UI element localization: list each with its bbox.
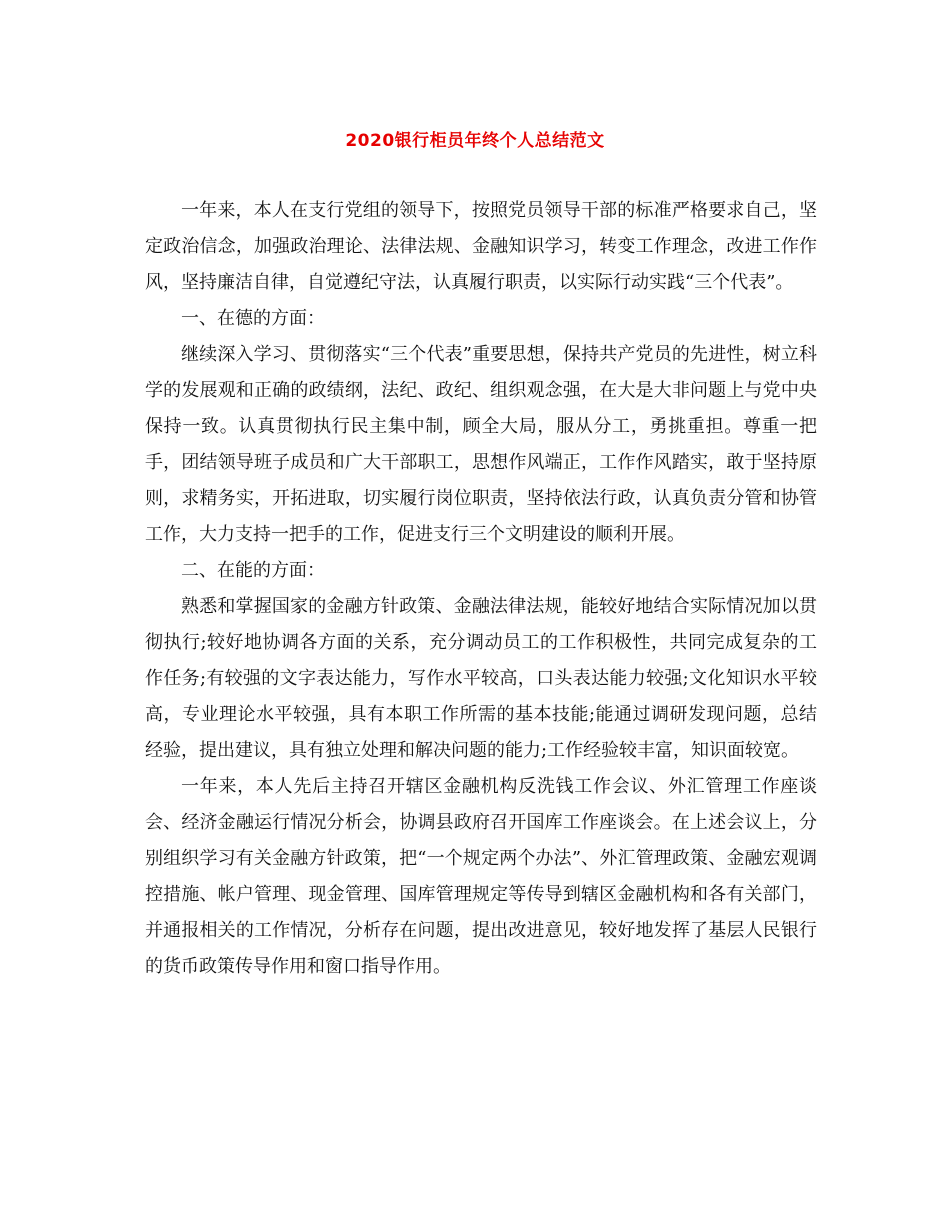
- section-heading-ability: 二、在能的方面：: [181, 560, 325, 581]
- meetings-paragraph: 一年来，本人先后主持召开辖区金融机构反洗钱工作会议、外汇管理工作座谈会、经济金融运行情况分析会，协调县政府召开国库工作座谈会。在上述会议上，分别组织学习有关金融方针政策，把“一个规定两个办法”、外汇管理政策、金融宏观调控措施、帐户管理、现金管理、国库管理规定等传导到辖区金融机构和各有关部门，并通报相关的工作情况，分析存在问题，提出改进意见，较好地发挥了基层人民银行的货币政策传导作用和窗口指导作用。: [145, 776, 817, 977]
- morality-paragraph: 继续深入学习、贯彻落实“三个代表”重要思想，保持共产党员的先进性，树立科学的发展观和正确的政绩纲，法纪、政纪、组织观念强，在大是大非问题上与党中央保持一致。认真贯彻执行民主集中制，顾全大局，服从分工，勇挑重担。尊重一把手，团结领导班子成员和广大干部职工，思想作风端正，工作作风踏实，敢于坚持原则，求精务实，开拓进取，切实履行岗位职责，坚持依法行政，认真负责分管和协管工作，大力支持一把手的工作，促进支行三个文明建设的顺利开展。: [145, 344, 817, 545]
- intro-paragraph: 一年来，本人在支行党组的领导下，按照党员领导干部的标准严格要求自己，坚定政治信念，加强政治理论、法律法规、金融知识学习，转变工作理念，改进工作作风，坚持廉洁自律，自觉遵纪守法，认真履行职责，以实际行动实践“三个代表”。: [145, 200, 817, 293]
- document-body: [145, 193, 817, 985]
- section-heading-morality: 一、在德的方面：: [181, 308, 325, 329]
- ability-paragraph: 熟悉和掌握国家的金融方针政策、金融法律法规，能较好地结合实际情况加以贯彻执行;较好地协调各方面的关系，充分调动员工的工作积极性，共同完成复杂的工作任务;有较强的文字表达能力，写作水平较高，口头表达能力较强;文化知识水平较高，专业理论水平较强，具有本职工作所需的基本技能;能通过调研发现问题，总结经验，提出建议，具有独立处理和解决问题的能力;工作经验较丰富，知识面较宽。: [145, 596, 817, 761]
- document-title: 2020银行柜员年终个人总结范文: [345, 131, 605, 151]
